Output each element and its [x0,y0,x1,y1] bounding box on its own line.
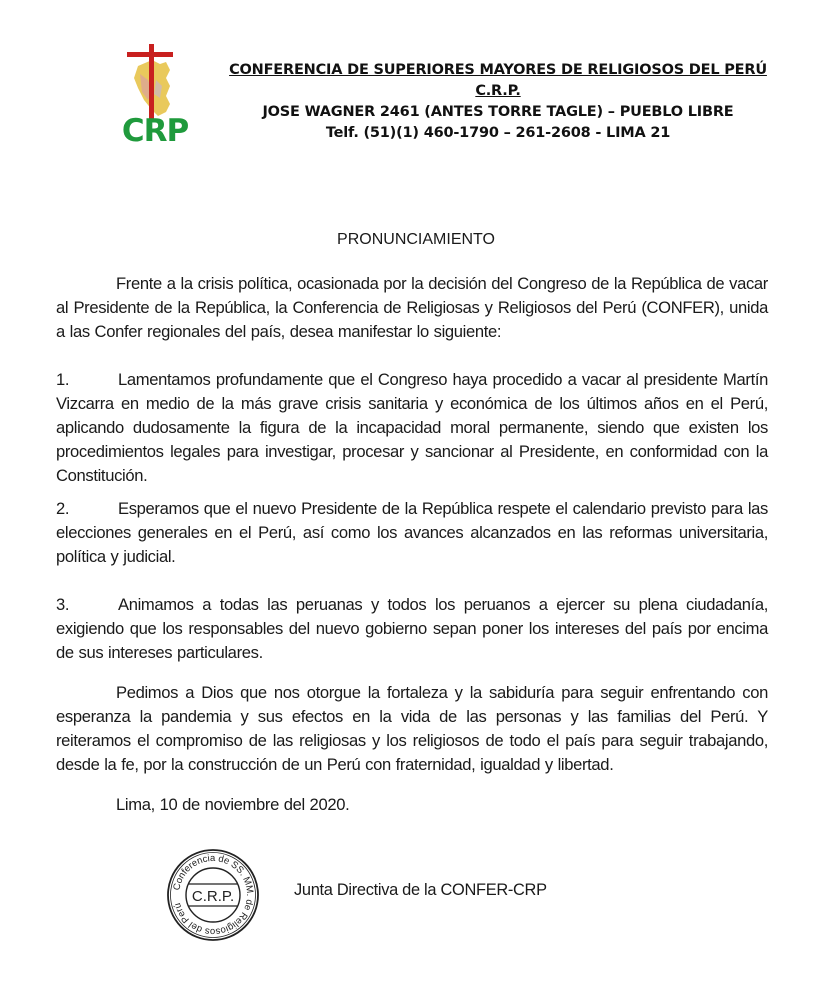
official-seal [166,848,260,942]
point-text: Esperamos que el nuevo Presidente de la República respete el calendario previsto para las elecciones generales en el Perú, así como los avances alcanzados en las reformas universitaria, política y judicial. [56,499,768,566]
point-3 [56,593,768,665]
crp-logo [100,40,210,145]
point-number: 3. [56,595,70,614]
organization-address: JOSE WAGNER 2461 (ANTES TORRE TAGLE) – PUEBLO LIBRE [262,104,734,120]
seal-center-text: C.R.P. [191,888,235,905]
organization-name: CONFERENCIA DE SUPERIORES MAYORES DE RELIGIOSOS DEL PERÚ [229,62,767,78]
point-text: Animamos a todas las peruanas y todos los peruanos a ejercer su plena ciudadanía, exigiendo que los responsables del nuevo gobierno sepan poner los intereses del país por encima de sus intereses particulares. [56,595,768,662]
document-date: Lima, 10 de noviembre del 2020. [116,795,350,814]
point-1 [56,368,768,488]
seal-stamp-icon [166,848,260,942]
seal-ring-text: Conferencia de SS. MM. de Religiosos del Perú [171,852,256,938]
point-text: Lamentamos profundamente que el Congreso haya procedido a vacar al presidente Martín Vizcarra en medio de la más grave crisis sanitaria y económica de los últimos años en el Perú, aplicando dudosamente la figura de la incapacidad moral permanente, siendo que existen los procedimientos legales para investigar, procesar y sancionar al Presidente, en conformidad con la Constitución. [56,370,768,485]
document-title: PRONUNCIAMIENTO [337,231,495,248]
intro-paragraph: Frente a la crisis política, ocasionada por la decisión del Congreso de la República de vacar al Presidente de la República, la Conferencia de Religiosas y Religiosos del Perú (CONFER), unida a las Confer regionales del país, desea manifestar lo siguiente: [56,274,768,341]
letterhead [222,60,774,144]
organization-acronym: C.R.P. [475,83,521,99]
signature-line: Junta Directiva de la CONFER-CRP [294,881,547,899]
point-number: 2. [56,499,70,518]
logo-text: CRP [121,113,189,145]
organization-phone: Telf. (51)(1) 460-1790 – 261-2608 - LIMA 21 [325,125,671,141]
point-2 [56,497,768,569]
point-number: 1. [56,370,70,389]
crp-cross-peru-map-icon [100,40,210,145]
closing-paragraph: Pedimos a Dios que nos otorgue la fortaleza y la sabiduría para seguir enfrentando con esperanza la pandemia y sus efectos en la vida de las personas y las familias del Perú. Y reiteramos el compromiso de las religiosas y los religiosos de todo el país para seguir trabajando, desde la fe, por la construcción de un Perú con fraternidad, igualdad y libertad. [56,683,768,774]
